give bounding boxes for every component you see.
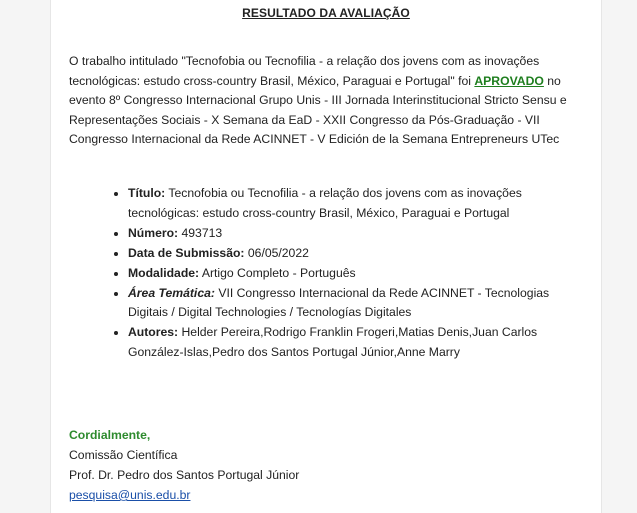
email-body	[50, 0, 602, 513]
detail-label: Modalidade:	[128, 265, 200, 280]
detail-numero	[128, 224, 590, 244]
contact-email-link[interactable]: pesquisa@unis.edu.br	[69, 488, 191, 502]
detail-modalidade	[128, 264, 590, 284]
signatory-name: Prof. Dr. Pedro dos Santos Portugal Júnior	[69, 468, 300, 482]
intro-text-before: O trabalho intitulado "Tecnofobia ou Tecnofilia - a relação dos jovens com as inovações tecnológicas: estudo cross-country Brasil, México, Paraguai e Portugal" foi	[69, 54, 540, 88]
detail-data-submissao	[128, 244, 590, 264]
signature-block	[69, 425, 299, 505]
detail-label: Autores:	[128, 325, 179, 340]
detail-value: Artigo Completo - Português	[199, 265, 356, 280]
status-approved: APROVADO	[474, 73, 544, 88]
detail-area-tematica	[128, 284, 590, 324]
intro-text-after: no evento 8º Congresso Internacional Grupo Unis - III Jornada Interinstitucional Stricto Sensu e Representações Sociais - X Semana da EaD - XXII Congresso da Pós-Graduação - VII Congresso Internacional da Rede ACINNET - V Edición de la Semana Entrepreneurs UTec	[69, 73, 567, 147]
detail-titulo	[128, 184, 590, 224]
detail-label: Data de Submissão:	[128, 245, 245, 260]
closing-greeting: Cordialmente,	[69, 428, 151, 442]
detail-label: Número:	[128, 225, 179, 240]
detail-label: Título:	[128, 186, 166, 200]
committee-name: Comissão Científica	[69, 448, 178, 462]
detail-label: Área Temática:	[128, 285, 215, 300]
detail-value: Tecnofobia ou Tecnofilia - a relação dos jovens com as inovações tecnológicas: estudo cross-country Brasil, México, Paraguai e Portugal	[128, 186, 522, 220]
detail-value: VII Congresso Internacional da Rede ACINNET - Tecnologias Digitais / Digital Technologies / Tecnologías Digitales	[128, 285, 550, 320]
detail-value: Helder Pereira,Rodrigo Franklin Frogeri,Matias Denis,Juan Carlos González-Islas,Pedro dos Santos Portugal Júnior,Anne Marry	[128, 325, 538, 360]
detail-value: 06/05/2022	[244, 245, 309, 260]
submission-details-list	[111, 184, 590, 363]
detail-autores	[128, 323, 590, 363]
page-title: RESULTADO DA AVALIAÇÃO	[242, 6, 410, 20]
intro-paragraph	[69, 52, 591, 150]
detail-value: 493713	[178, 225, 223, 240]
